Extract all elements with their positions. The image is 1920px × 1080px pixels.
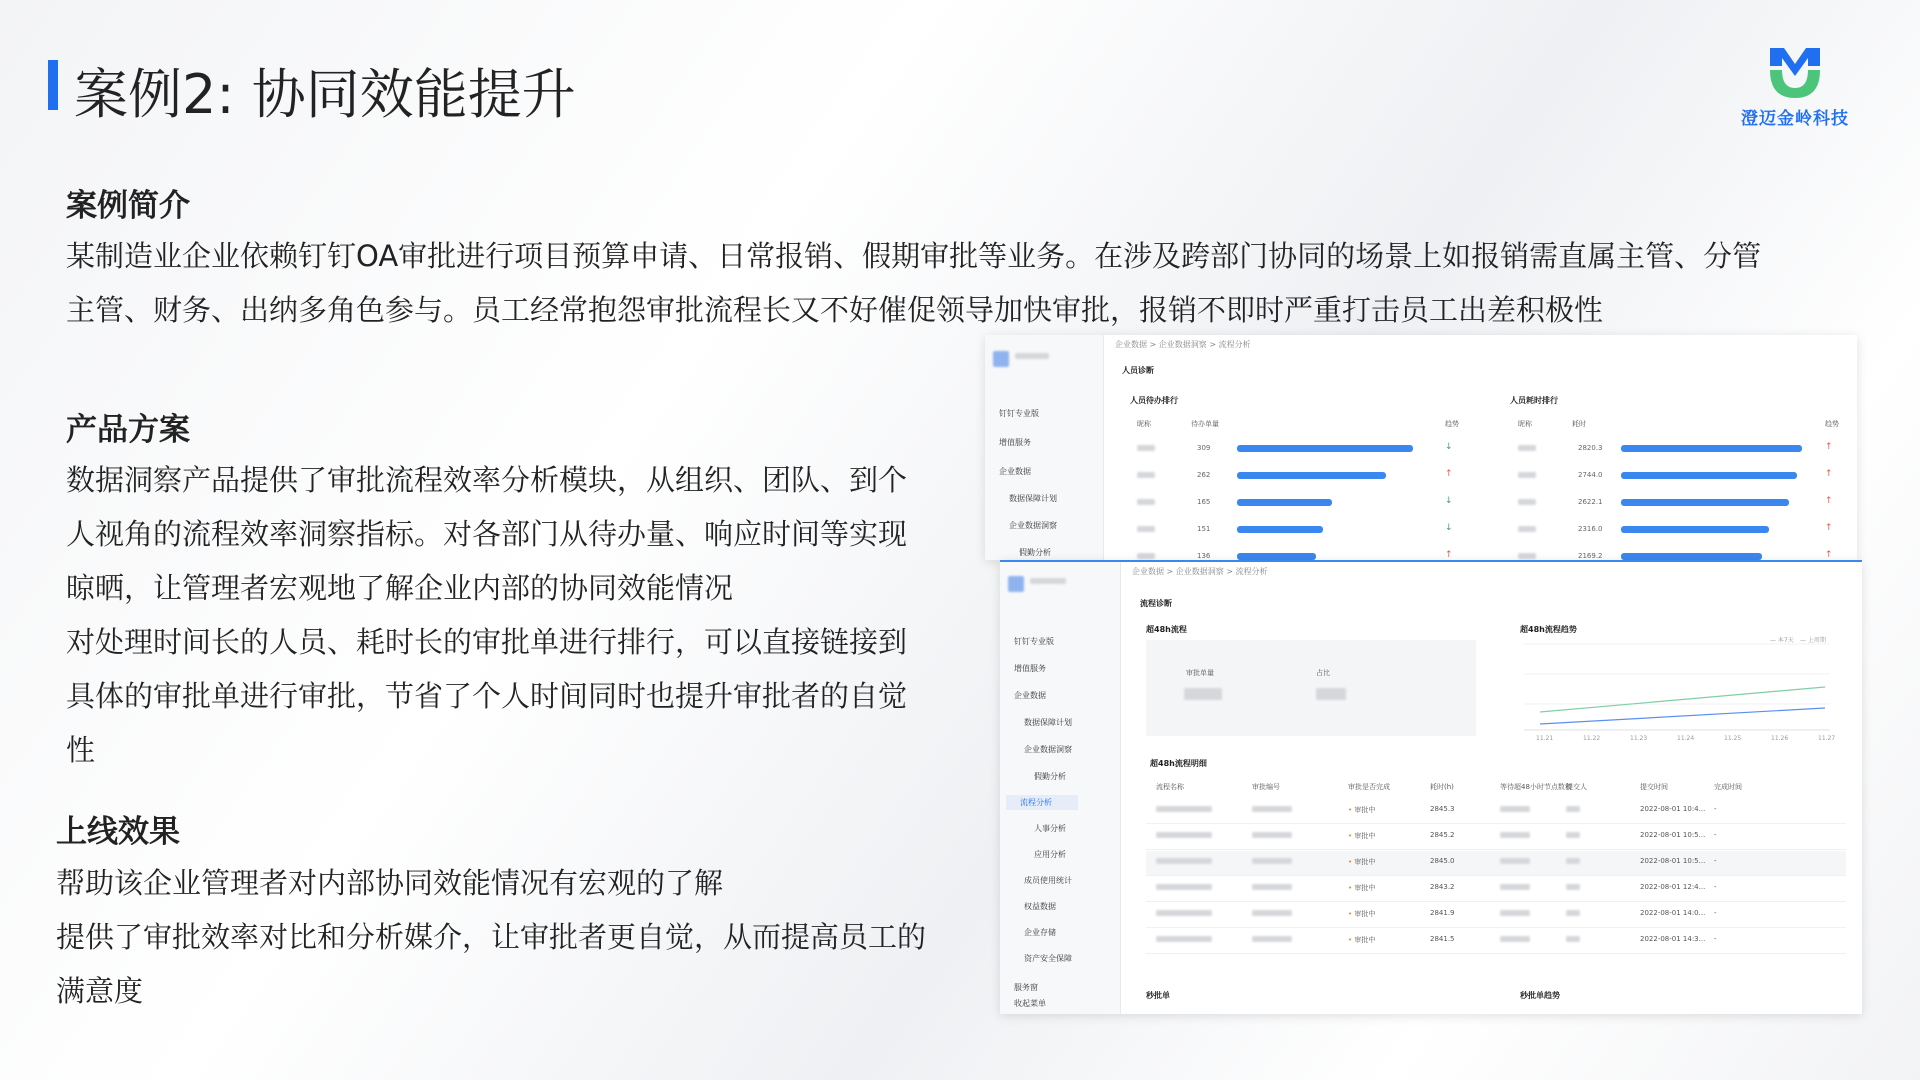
sidebar-item-dingtalk-pro[interactable]: 钉钉专业版	[1014, 637, 1054, 646]
hours-value: 2843.2	[1430, 883, 1455, 891]
sidebar	[985, 335, 1104, 560]
status-badge: • 审批中	[1348, 858, 1376, 866]
blurred-cell	[1252, 910, 1292, 916]
detail-title: 超48h流程明细	[1150, 759, 1207, 768]
table-row[interactable]	[1146, 851, 1846, 876]
blurred-cell	[1566, 910, 1580, 916]
table-row[interactable]	[1146, 929, 1846, 954]
blurred-cell	[1566, 936, 1580, 942]
effect-line: 帮助该企业管理者对内部协同效能情况有宏观的了解	[56, 866, 724, 900]
sidebar-item-data-guarantee[interactable]: 数据保障计划	[1024, 718, 1072, 727]
status-badge: • 审批中	[1348, 832, 1376, 840]
status-badge: • 审批中	[1348, 884, 1376, 892]
sidebar-item-dingtalk-pro[interactable]: 钉钉专业版	[999, 409, 1039, 418]
submit-time: 2022-08-01 14:0...	[1640, 909, 1706, 917]
column-header: 趋势	[1445, 420, 1459, 428]
blurred-name	[1518, 526, 1536, 532]
column-header[interactable]: 提交时间	[1640, 783, 1668, 791]
table-row[interactable]	[1146, 799, 1846, 824]
sidebar-item-service-window[interactable]: 服务窗	[1014, 983, 1038, 992]
screenshot-process-diagnosis	[1000, 560, 1862, 1014]
effect-line: 提供了审批效率对比和分析媒介，让审批者更自觉，从而提高员工的	[56, 920, 927, 954]
blurred-cell	[1156, 910, 1212, 916]
rank-value: 2744.0	[1578, 471, 1603, 479]
section-title: 流程诊断	[1140, 599, 1172, 608]
legend-previous: — 上周期	[1800, 637, 1826, 644]
blurred-name	[1518, 445, 1536, 451]
pending-rank-title: 人员待办排行	[1130, 396, 1178, 405]
sidebar-item-rights[interactable]: 权益数据	[1024, 902, 1056, 911]
submit-time: 2022-08-01 12:4...	[1640, 883, 1706, 891]
blurred-org-name	[1030, 578, 1066, 584]
complete-time: -	[1714, 831, 1717, 839]
blurred-cell	[1500, 806, 1530, 812]
blurred-cell	[1566, 806, 1580, 812]
column-header[interactable]: 完成时间	[1714, 783, 1742, 791]
column-header[interactable]: 审批编号	[1252, 783, 1280, 791]
intro-heading: 案例简介	[66, 188, 190, 224]
page-title: 案例2: 协同效能提升	[74, 63, 576, 126]
sidebar-item-data-insight[interactable]: 企业数据洞察	[1024, 745, 1072, 754]
instant-approval-title: 秒批单	[1146, 991, 1170, 1000]
status-badge: • 审批中	[1348, 936, 1376, 944]
submit-time: 2022-08-01 10:4...	[1640, 805, 1706, 813]
intro-line: 某制造业企业依赖钉钉OA审批进行项目预算申请、日常报销、假期审批等业务。在涉及跨部门协同的场景上如报销需直属主管、分管	[66, 239, 1762, 273]
effect-line: 满意度	[56, 974, 144, 1008]
blurred-cell	[1500, 832, 1530, 838]
column-header[interactable]: 等待超48小时节点数和	[1500, 783, 1572, 791]
blurred-org-name	[1015, 353, 1049, 359]
blurred-cell	[1252, 884, 1292, 890]
rank-bar	[1621, 553, 1762, 560]
column-header[interactable]: 提交人	[1566, 783, 1587, 791]
blurred-cell	[1156, 884, 1212, 890]
metric-label: 审批单量	[1186, 669, 1214, 677]
title-accent-bar	[48, 60, 58, 110]
rank-bar	[1621, 472, 1797, 479]
submit-time: 2022-08-01 10:5...	[1640, 857, 1706, 865]
trend-up-icon: ↑	[1825, 523, 1833, 533]
blurred-name	[1518, 553, 1536, 559]
trend-up-icon: ↑	[1825, 496, 1833, 506]
solution-line: 性	[66, 733, 96, 767]
blurred-name	[1137, 553, 1155, 559]
blurred-cell	[1156, 832, 1212, 838]
rank-bar	[1621, 499, 1789, 506]
sidebar-item-enterprise-data[interactable]: 企业数据	[1014, 691, 1046, 700]
blurred-metric-value	[1184, 688, 1222, 700]
complete-time: -	[1714, 805, 1717, 813]
blurred-name	[1518, 499, 1536, 505]
blurred-name	[1518, 472, 1536, 478]
trend-up-icon: ↑	[1445, 550, 1453, 560]
blurred-cell	[1252, 832, 1292, 838]
column-header[interactable]: 流程名称	[1156, 783, 1184, 791]
solution-heading: 产品方案	[66, 412, 190, 448]
submit-time: 2022-08-01 14:3...	[1640, 935, 1706, 943]
rank-value: 262	[1197, 471, 1211, 479]
section-title: 人员诊断	[1122, 366, 1154, 375]
rank-bar	[1621, 526, 1769, 533]
status-badge: • 审批中	[1348, 806, 1376, 814]
rank-value: 165	[1197, 498, 1211, 506]
x-tick-label: 11.22	[1583, 735, 1601, 742]
breadcrumb: 企业数据 > 企业数据洞察 > 流程分析	[1115, 340, 1251, 349]
blurred-cell	[1252, 858, 1292, 864]
collapse-menu-button[interactable]: 收起菜单	[1014, 999, 1046, 1008]
sidebar-item-data-guarantee[interactable]: 数据保障计划	[1009, 494, 1057, 503]
blurred-metric-value	[1316, 688, 1346, 700]
trend-line-chart	[1500, 634, 1845, 744]
x-tick-label: 11.25	[1724, 735, 1742, 742]
column-header: 昵称	[1137, 420, 1151, 428]
blurred-cell	[1500, 936, 1530, 942]
series-line-current	[1540, 687, 1825, 712]
submit-time: 2022-08-01 10:5...	[1640, 831, 1706, 839]
hours-value: 2845.3	[1430, 805, 1455, 813]
over48-title: 超48h流程	[1146, 625, 1187, 634]
blurred-cell	[1252, 806, 1292, 812]
sidebar-item-member-stats[interactable]: 成员使用统计	[1024, 876, 1072, 885]
table-row[interactable]	[1146, 825, 1846, 850]
sidebar-item-app[interactable]: 应用分析	[1034, 850, 1066, 859]
sidebar-item-storage[interactable]: 企业存储	[1024, 928, 1056, 937]
hours-value: 2845.2	[1430, 831, 1455, 839]
breadcrumb: 企业数据 > 企业数据洞察 > 流程分析	[1132, 567, 1268, 576]
app-avatar	[993, 351, 1009, 367]
rank-value: 2622.1	[1578, 498, 1603, 506]
hours-value: 2841.5	[1430, 935, 1455, 943]
rank-value: 2169.2	[1578, 552, 1603, 560]
sidebar-item-process-analysis[interactable]: 流程分析	[1006, 795, 1078, 810]
trend-up-icon: ↑	[1825, 469, 1833, 479]
rank-bar	[1237, 472, 1386, 479]
sidebar-item-value-added[interactable]: 增值服务	[999, 438, 1031, 447]
solution-line: 具体的审批单进行审批，节省了个人时间同时也提升审批者的自觉	[66, 679, 908, 713]
sidebar-item-hr[interactable]: 人事分析	[1034, 824, 1066, 833]
over48-metrics-card	[1146, 640, 1476, 736]
sidebar-item-data-insight[interactable]: 企业数据洞察	[1009, 521, 1057, 530]
trend-down-icon: ↓	[1445, 442, 1453, 452]
blurred-cell	[1500, 910, 1530, 916]
x-tick-label: 11.21	[1536, 735, 1554, 742]
x-tick-label: 11.26	[1771, 735, 1789, 742]
logo-text: 澄迈金岭科技	[1741, 109, 1849, 129]
trend-up-icon: ↑	[1825, 442, 1833, 452]
blurred-cell	[1156, 806, 1212, 812]
series-line-previous	[1540, 708, 1825, 724]
rank-value: 309	[1197, 444, 1211, 452]
solution-text	[66, 453, 966, 777]
solution-line: 人视角的流程效率洞察指标。对各部门从待办量、响应时间等实现	[66, 517, 908, 551]
table-row[interactable]	[1146, 903, 1846, 928]
blurred-cell	[1156, 858, 1212, 864]
app-avatar	[1008, 576, 1024, 592]
blurred-name	[1137, 445, 1155, 451]
solution-line: 数据洞察产品提供了审批流程效率分析模块，从组织、团队、到个	[66, 463, 908, 497]
blurred-cell	[1500, 884, 1530, 890]
blurred-cell	[1566, 832, 1580, 838]
x-tick-label: 11.27	[1818, 735, 1836, 742]
effect-heading: 上线效果	[56, 814, 180, 850]
column-header: 昵称	[1518, 420, 1532, 428]
company-logo	[1735, 40, 1855, 129]
blurred-cell	[1566, 858, 1580, 864]
solution-line: 晾晒，让管理者宏观地了解企业内部的协同效能情况	[66, 571, 734, 605]
column-header[interactable]: 耗时(h)	[1430, 783, 1454, 791]
sidebar-item-attendance[interactable]: 假勤分析	[1034, 772, 1066, 781]
hours-value: 2841.9	[1430, 909, 1455, 917]
sidebar-item-attendance[interactable]: 假勤分析	[1019, 548, 1051, 557]
hours-value: 2845.0	[1430, 857, 1455, 865]
blurred-cell	[1500, 858, 1530, 864]
rank-value: 151	[1197, 525, 1211, 533]
blurred-cell	[1566, 884, 1580, 890]
trend-title: 超48h流程趋势	[1520, 625, 1577, 634]
blurred-name	[1137, 526, 1155, 532]
trend-up-icon: ↑	[1825, 550, 1833, 560]
effect-text	[56, 856, 976, 1018]
column-header[interactable]: 审批是否完成	[1348, 783, 1390, 791]
rank-value: 2820.3	[1578, 444, 1603, 452]
blurred-cell	[1252, 936, 1292, 942]
trend-down-icon: ↓	[1445, 523, 1453, 533]
column-header: 待办单量	[1191, 420, 1219, 428]
solution-line: 对处理时间长的人员、耗时长的审批单进行排行，可以直接链接到	[66, 625, 908, 659]
rank-value: 2316.0	[1578, 525, 1603, 533]
sidebar-item-asset-security[interactable]: 资产安全保障	[1024, 954, 1072, 963]
trend-up-icon: ↑	[1445, 469, 1453, 479]
blurred-cell	[1156, 936, 1212, 942]
rank-bar	[1237, 445, 1413, 452]
column-header: 趋势	[1825, 420, 1839, 428]
time-rank-title: 人员耗时排行	[1510, 396, 1558, 405]
sidebar-item-enterprise-data[interactable]: 企业数据	[999, 467, 1031, 476]
intro-text	[66, 229, 1866, 337]
screenshot-personnel-diagnosis	[985, 335, 1857, 560]
status-badge: • 审批中	[1348, 910, 1376, 918]
trend-down-icon: ↓	[1445, 496, 1453, 506]
rank-bar	[1621, 445, 1802, 452]
blurred-name	[1137, 472, 1155, 478]
x-tick-label: 11.23	[1630, 735, 1648, 742]
rank-value: 136	[1197, 552, 1211, 560]
rank-bar	[1237, 499, 1332, 506]
rank-bar	[1237, 526, 1323, 533]
table-row[interactable]	[1146, 877, 1846, 902]
sidebar	[1000, 562, 1121, 1014]
complete-time: -	[1714, 935, 1717, 943]
complete-time: -	[1714, 883, 1717, 891]
x-tick-label: 11.24	[1677, 735, 1695, 742]
column-header: 耗时	[1572, 420, 1586, 428]
blurred-name	[1137, 499, 1155, 505]
instant-approval-trend-title: 秒批单趋势	[1520, 991, 1560, 1000]
sidebar-item-value-added[interactable]: 增值服务	[1014, 664, 1046, 673]
x-tick-labels	[1536, 735, 1835, 742]
metric-label: 占比	[1316, 669, 1330, 677]
complete-time: -	[1714, 909, 1717, 917]
complete-time: -	[1714, 857, 1717, 865]
rank-bar	[1237, 553, 1316, 560]
intro-line: 主管、财务、出纳多角色参与。员工经常抱怨审批流程长又不好催促领导加快审批，报销不即时严重打击员工出差积极性	[66, 293, 1604, 327]
logo-mark-icon	[1764, 40, 1826, 102]
legend-current: — 本7天	[1770, 637, 1794, 644]
